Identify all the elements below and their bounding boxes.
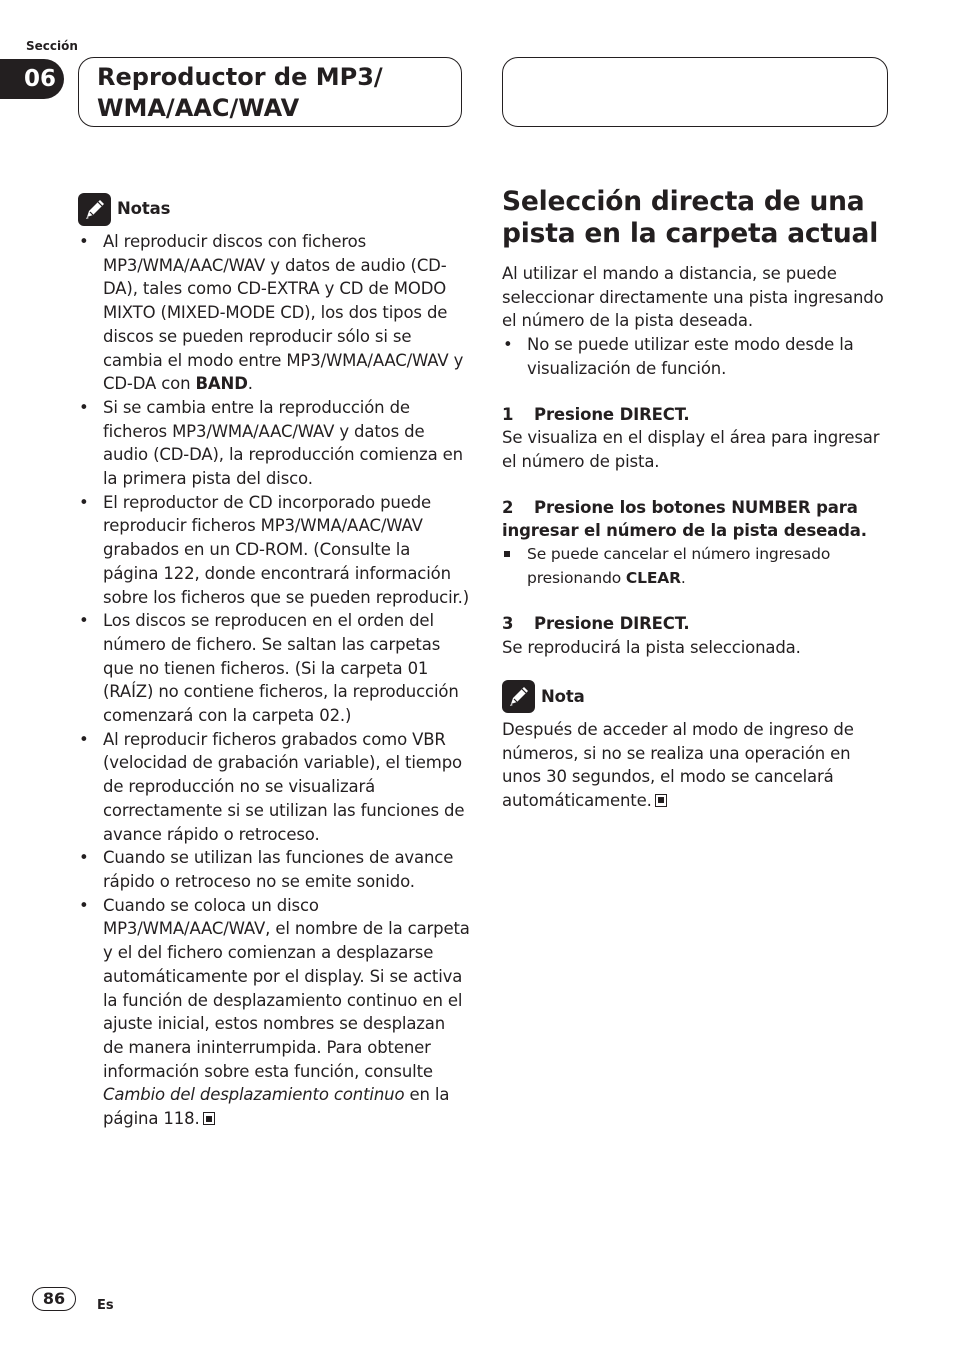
notes-label: Notas — [117, 199, 171, 219]
left-column — [78, 192, 470, 1131]
list-item: • Cuando se utilizan las funciones de avance rápido o retroceso no se emite sonido. — [78, 846, 470, 893]
empty-header-frame — [502, 57, 888, 127]
list-item: • Al reproducir discos con ficheros MP3/WMA/AAC/WAV y datos de audio (CD-DA), tales como CD-EXTRA y CD de MODO MIXTO (MIXED-MODE CD), los dos tipos de discos se pueden reproducir sólo si se cambia el modo entre MP3/WMA/AAC/WAV y CD-DA con BAND. — [78, 230, 470, 396]
section-title-line1: Reproductor de MP3/ — [97, 63, 383, 91]
list-item: • Si se cambia entre la reproducción de ficheros MP3/WMA/AAC/WAV y datos de audio (CD-DA), la reproducción comienza en la primera pista del disco. — [78, 396, 470, 491]
list-item: • Cuando se coloca un disco MP3/WMA/AAC/WAV, el nombre de la carpeta y el del fichero comienzan a desplazarse automáticamente por el display. Si se activa la función de desplazamiento continuo en el ajuste inicial, estos nombres se desplazan de manera ininterrumpida. Para obtener información sobre esta función, consulte Cambio del desplazamiento continuo en la página 118. — [78, 894, 470, 1131]
list-item: • No se puede utilizar este modo desde la visualización de función. — [502, 333, 886, 380]
pencil-icon — [502, 680, 535, 713]
list-item: • Los discos se reproducen en el orden del número de fichero. Se saltan las carpetas que no tienen ficheros. (Si la carpeta 01 (RAÍZ) no contiene ficheros, la reproducción comenzará con la carpeta 02.) — [78, 609, 470, 728]
notes-list — [78, 230, 470, 1131]
page-heading: Selección directa de una pista en la carpeta actual — [502, 186, 879, 249]
nota-text: Después de acceder al modo de ingreso de números, si no se realiza una operación en unos 30 segundos, el modo se cancelará automáticamente. — [502, 719, 854, 810]
step-1-body: Se visualiza en el display el área para ingresar el número de pista. — [502, 428, 880, 471]
page-number: 86 — [32, 1287, 76, 1311]
intro-list — [502, 333, 886, 380]
step-3-body: Se reproducirá la pista seleccionada. — [502, 638, 801, 658]
language-label: Es — [97, 1298, 114, 1313]
step-2-heading: 2 Presione los botones NUMBER para ingresar el número de la pista deseada. — [502, 497, 867, 541]
list-item: • El reproductor de CD incorporado puede reproducir ficheros MP3/WMA/AAC/WAV grabados en un CD-ROM. (Consulte la página 122, donde encontrará información sobre los ficheros que se pueden reproducir.) — [78, 491, 470, 610]
section-title-line2: WMA/AAC/WAV — [97, 94, 300, 122]
end-mark-icon — [203, 1112, 215, 1125]
step-2-subnote: Se puede cancelar el número ingresado presionando CLEAR. — [502, 543, 886, 590]
step-3-heading: 3 Presione DIRECT. — [502, 614, 690, 634]
section-label: Sección — [26, 39, 78, 53]
intro-paragraph: Al utilizar el mando a distancia, se puede seleccionar directamente una pista ingresando el número de la pista deseada. — [502, 264, 884, 331]
section-number-tab: 06 — [0, 59, 64, 99]
pencil-icon — [78, 193, 111, 226]
list-item: • Al reproducir ficheros grabados como VBR (velocidad de grabación variable), el tiempo de reproducción no se visualizará correctamente si se utilizan las funciones de avance rápido o retroceso. — [78, 728, 470, 847]
right-column — [502, 186, 886, 813]
nota-label: Nota — [541, 686, 585, 706]
section-title — [97, 62, 457, 124]
notes-header — [78, 192, 470, 226]
end-mark-icon — [655, 794, 667, 807]
step-1-heading: 1 Presione DIRECT. — [502, 404, 690, 424]
nota-header — [502, 680, 886, 714]
